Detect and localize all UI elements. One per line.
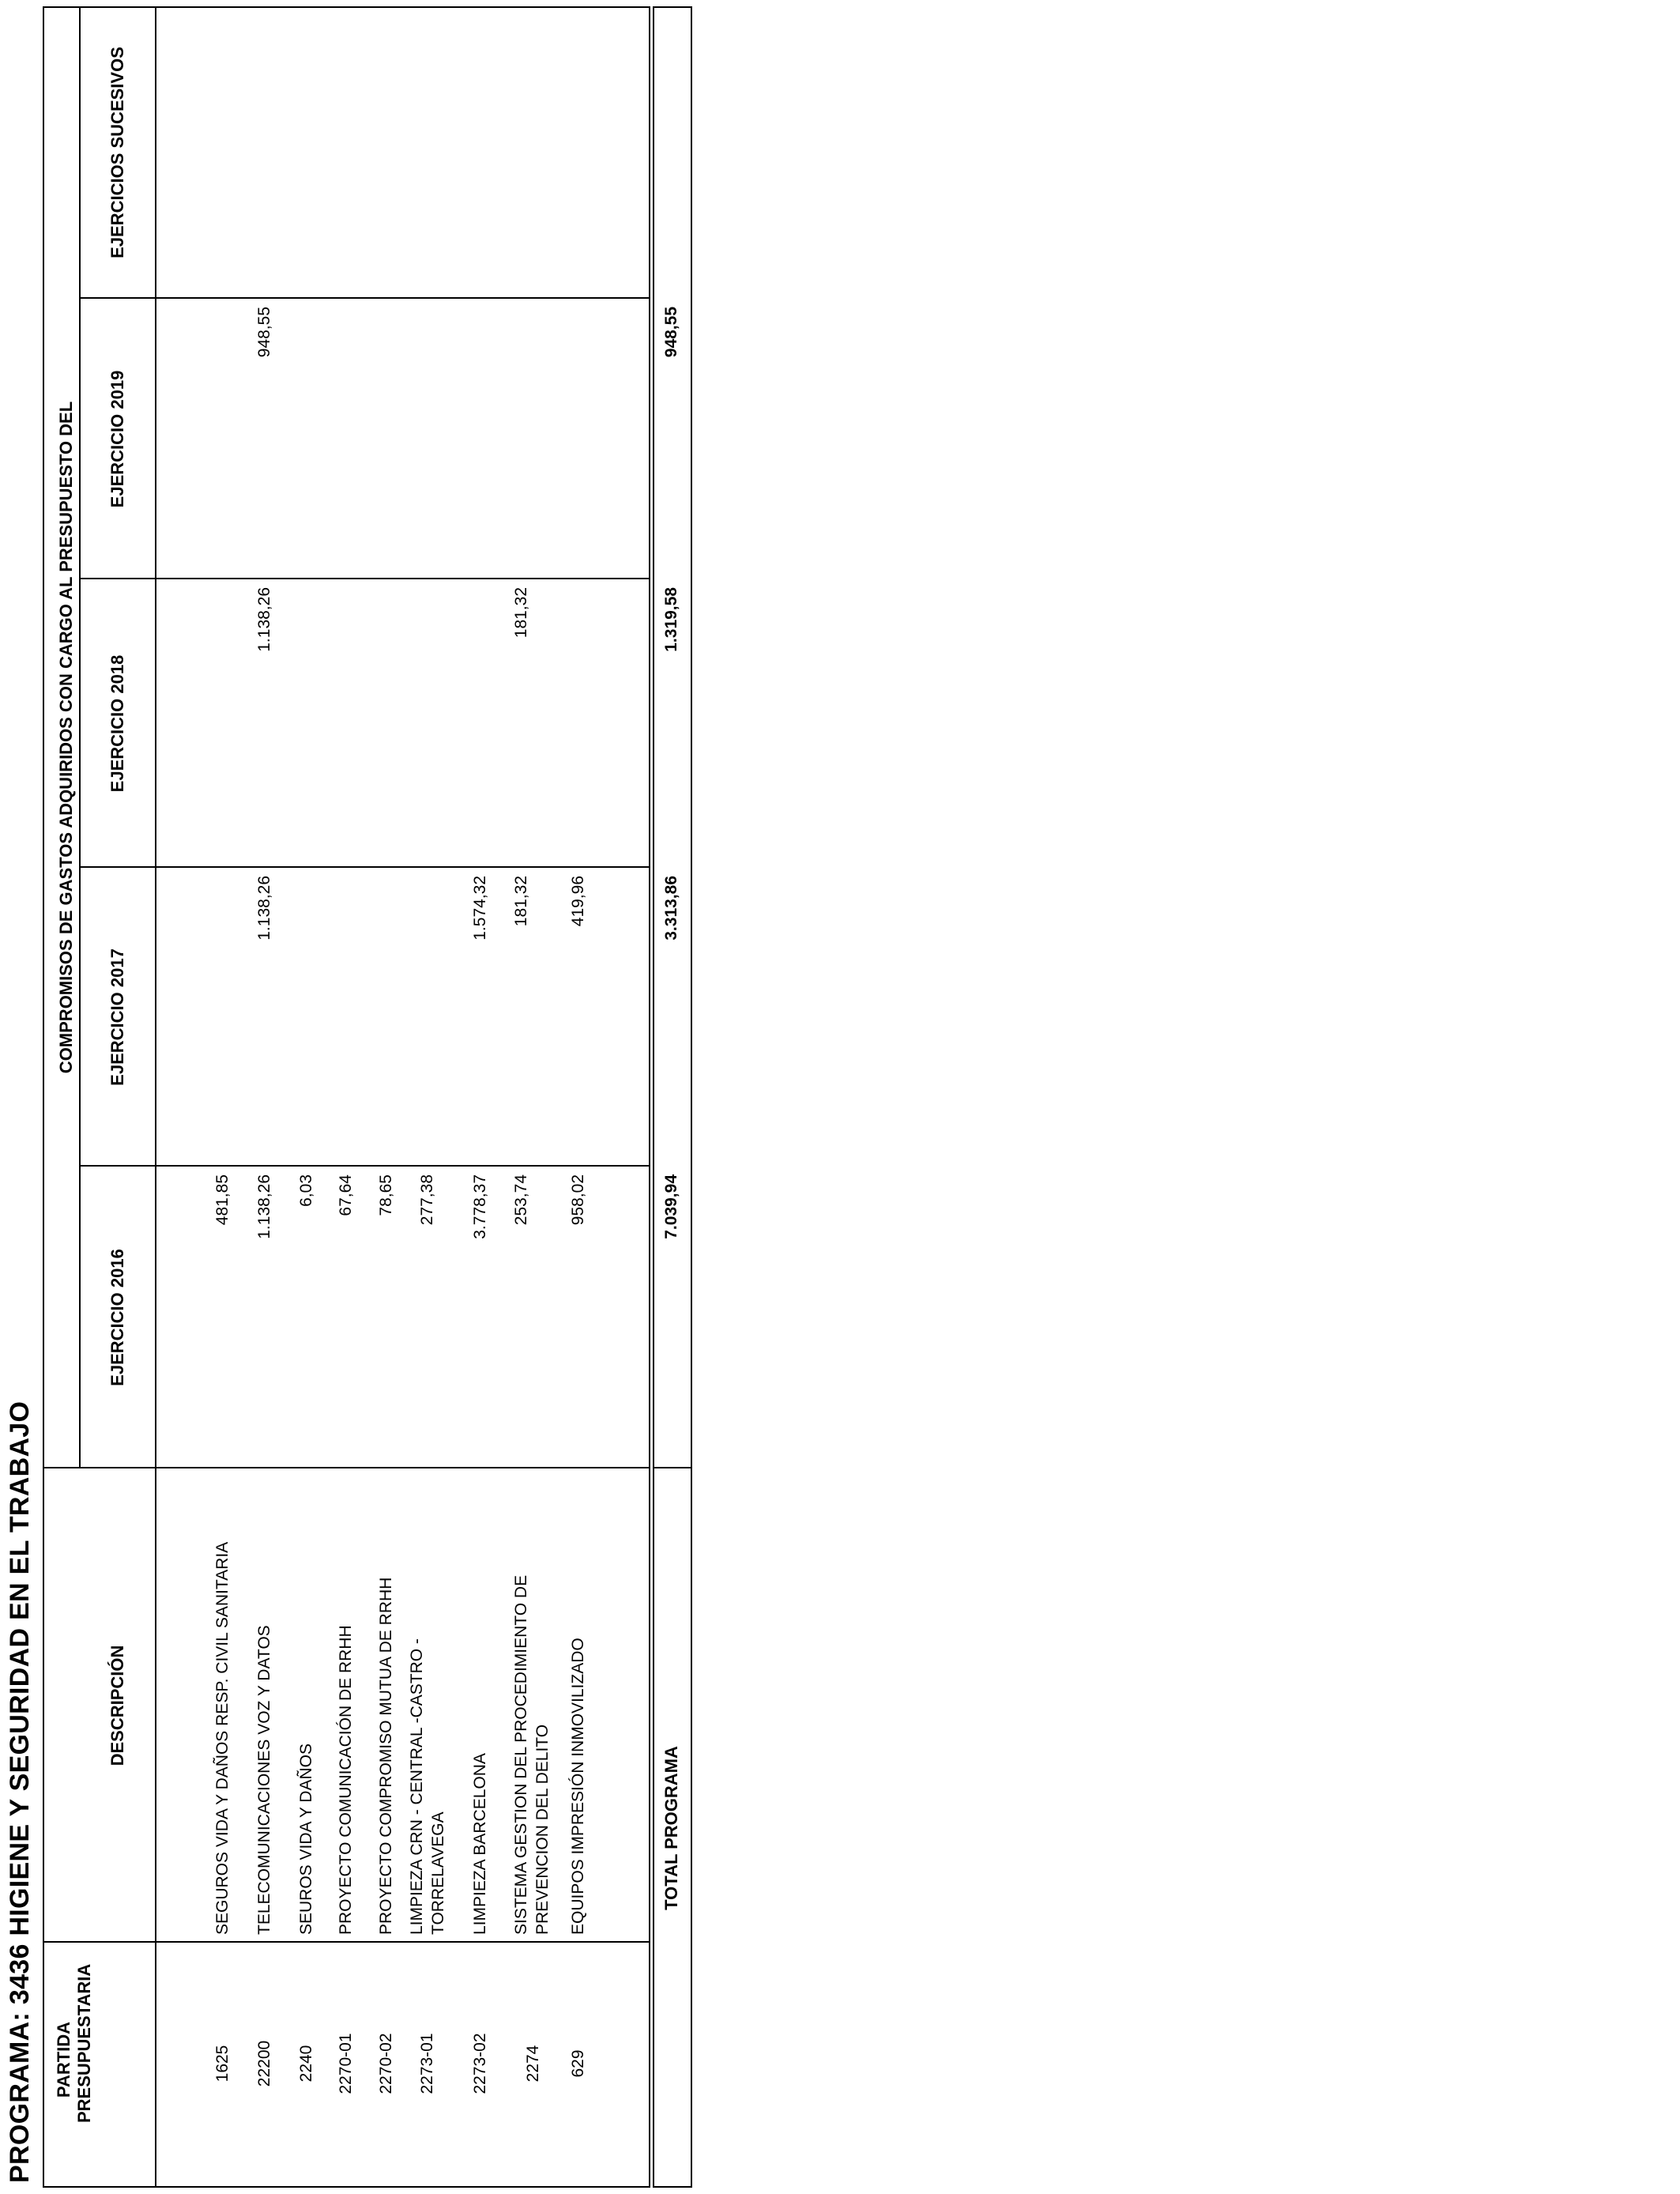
header-ejercicio-2018: EJERCICIO 2018 xyxy=(107,654,127,793)
row-ejercicio-2019: 948,55 xyxy=(255,307,273,358)
header-ejercicio-2019: EJERCICIO 2019 xyxy=(107,370,127,508)
row-partida: 2270-01 xyxy=(337,2033,355,2094)
row-ejercicio-2016: 6,03 xyxy=(297,1174,315,1207)
row-descripcion: PROYECTO COMUNICACIÓN DE RRHH xyxy=(337,1625,355,1935)
row-descripcion: SEGUROS VIDA Y DAÑOS RESP. CIVIL SANITARIA xyxy=(213,1541,232,1935)
row-partida: 2240 xyxy=(297,2045,315,2083)
row-partida: 22200 xyxy=(255,2040,273,2087)
row-descripcion: TELECOMUNICACIONES VOZ Y DATOS xyxy=(255,1625,273,1935)
row-partida: 2274 xyxy=(524,2045,542,2083)
row-partida: 2270-02 xyxy=(377,2033,395,2094)
compromisos-divider xyxy=(79,6,81,1468)
row-partida: 629 xyxy=(569,2049,587,2078)
row-descripcion: EQUIPOS IMPRESIÓN INMOVILIZADO xyxy=(569,1638,587,1935)
row-partida: 2273-02 xyxy=(471,2033,489,2094)
row-descripcion: PROYECTO COMPROMISO MUTUA DE RRHH xyxy=(377,1577,395,1935)
row-partida: 2273-01 xyxy=(418,2033,436,2094)
page-title: PROGRAMA: 3436 HIGIENE Y SEGURIDAD EN EL TRABAJO xyxy=(5,1400,35,2183)
row-ejercicio-2017: 1.138,26 xyxy=(255,876,273,941)
row-ejercicio-2016: 67,64 xyxy=(337,1174,355,1216)
row-descripcion: SEUROS VIDA Y DAÑOS xyxy=(297,1744,315,1935)
row-ejercicio-2017: 1.574,32 xyxy=(471,876,489,941)
row-ejercicio-2016: 78,65 xyxy=(377,1174,395,1216)
total-ejercicio-2016: 7.039,94 xyxy=(662,1174,680,1239)
row-ejercicio-2018: 1.138,26 xyxy=(255,587,273,652)
total-ejercicio-2018: 1.319,58 xyxy=(662,587,680,652)
col-divider xyxy=(79,578,650,579)
header-ejercicio-2017: EJERCICIO 2017 xyxy=(107,948,127,1086)
header-compromisos: COMPROMISOS DE GASTOS ADQUIRIDOS CON CARGO AL PRESUPUESTO DEL xyxy=(56,401,76,1074)
col-divider xyxy=(43,1941,650,1943)
row-ejercicio-2016: 253,74 xyxy=(512,1174,530,1226)
row-descripcion: LIMPIEZA BARCELONA xyxy=(471,1753,489,1935)
total-ejercicio-2019: 948,55 xyxy=(662,307,680,358)
col-divider xyxy=(79,866,650,868)
row-ejercicio-2018: 181,32 xyxy=(512,587,530,639)
row-ejercicio-2016: 481,85 xyxy=(213,1174,232,1226)
row-ejercicio-2017: 181,32 xyxy=(512,876,530,927)
row-ejercicio-2017: 419,96 xyxy=(569,876,587,927)
row-ejercicio-2016: 1.138,26 xyxy=(255,1174,273,1239)
row-partida: 1625 xyxy=(213,2045,232,2083)
header-ejercicio-2016: EJERCICIO 2016 xyxy=(107,1249,127,1386)
col-divider xyxy=(79,297,650,299)
row-ejercicio-2016: 958,02 xyxy=(569,1174,587,1226)
header-partida: PARTIDA PRESUPUESTARIA xyxy=(54,1963,94,2123)
total-label: TOTAL PROGRAMA xyxy=(661,1746,681,1910)
header-divider xyxy=(155,6,156,2188)
total-ejercicio-2017: 3.313,86 xyxy=(662,876,680,941)
row-ejercicio-2016: 3.778,37 xyxy=(471,1174,489,1239)
row-ejercicio-2016: 277,38 xyxy=(418,1174,436,1226)
header-descripcion: DESCRIPCIÓN xyxy=(107,1645,127,1766)
row-descripcion: SISTEMA GESTION DEL PROCEDIMIENTO DE PREVENCION DEL DELITO xyxy=(512,1574,552,1935)
col-divider xyxy=(79,1165,650,1167)
header-ejercicios-sucesivos: EJERCICIOS SUCESIVOS xyxy=(107,47,127,258)
row-descripcion: LIMPIEZA CRN - CENTRAL -CASTRO - TORRELAVEGA xyxy=(408,1638,447,1935)
